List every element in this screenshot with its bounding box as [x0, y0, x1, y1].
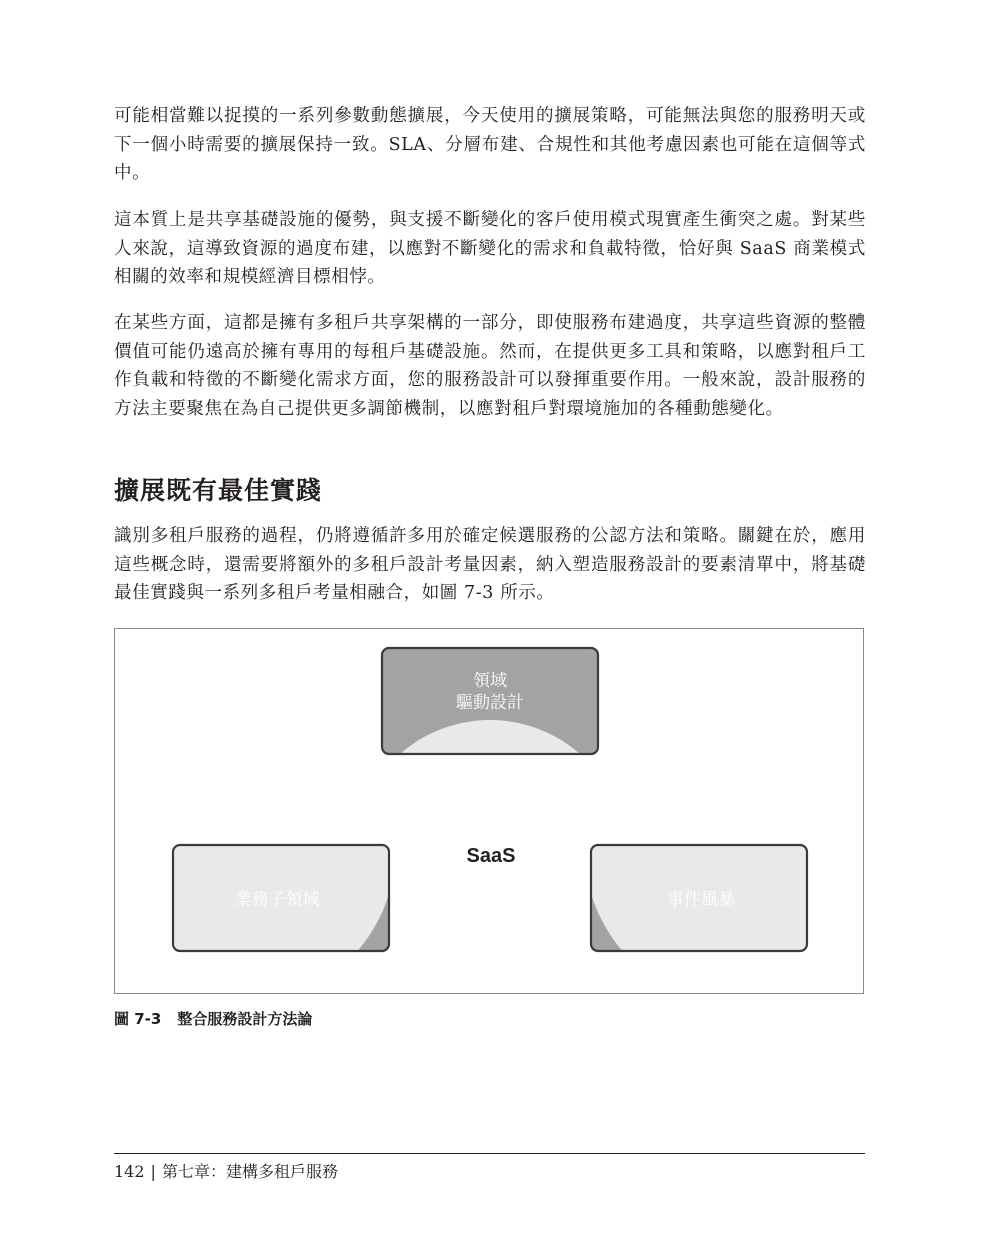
figure-7-3: [114, 628, 864, 994]
business-subdomain-label: 業務子領域: [234, 890, 320, 910]
figure-caption: [114, 1008, 312, 1030]
event-storming-wedge: [584, 687, 865, 995]
section-heading: 擴展既有最佳實踐: [114, 476, 323, 505]
paragraph-2: 這本質上是共享基礎設施的優勢，與支援不斷變化的客戶使用模式現實產生衝突之處。對某些人來說，這導致資源的過度布建，以應對不斷變化的需求和負載特徵，恰好與 SaaS 商業模式相關的效率和規模經濟目標相悖。: [114, 210, 866, 288]
paragraph-4: 識別多租戶服務的過程，仍將遵循許多用於確定候選服務的公認方法和策略。關鍵在於，應用這些概念時，還需要將額外的多租戶設計考量因素，納入塑造服務設計的要素清單中，將基礎最佳實踐與一系列多租戶考量相融合，如圖 7-3 所示。: [114, 526, 866, 604]
chapter-title: 第七章：建構多租戶服務: [161, 1162, 338, 1181]
paragraph-3: 在某些方面，這都是擁有多租戶共享架構的一部分，即使服務布建過度，共享這些資源的整體價值可能仍遠高於擁有專用的每租戶基礎設施。然而，在提供更多工具和策略，以應對租戶工作負載和特徵的不斷變化需求方面，您的服務設計可以發揮重要作用。一般來說，設計服務的方法主要聚焦在為自己提供更多調節機制，以應對租戶對環境施加的各種動態變化。: [114, 313, 866, 420]
figure-caption-number: 圖 7-3: [114, 1010, 162, 1028]
paragraph-1: 可能相當難以捉摸的一系列參數動態擴展，今天使用的擴展策略，可能無法與您的服務明天或下一個小時需要的擴展保持一致。SLA、分層布建、合規性和其他考慮因素也可能在這個等式中。: [114, 106, 866, 184]
event-storming-label: 事件風暴: [667, 890, 735, 910]
page-number: 142: [114, 1162, 145, 1181]
figure-caption-title: 整合服務設計方法論: [177, 1010, 313, 1028]
domain-driven-design-label-line1: 領域: [473, 671, 507, 691]
footer-separator: |: [150, 1162, 156, 1181]
business-subdomain-wedge: [115, 687, 396, 995]
figure-diagram: [115, 629, 865, 995]
event-storming-box: [584, 687, 865, 995]
footer-divider: [114, 1153, 865, 1154]
domain-driven-design-label-line2: 驅動設計: [456, 693, 524, 713]
saas-center-label: SaaS: [466, 845, 516, 867]
page-footer: [114, 1160, 338, 1184]
business-subdomain-box: [115, 687, 396, 995]
domain-driven-design-box: [354, 648, 626, 992]
